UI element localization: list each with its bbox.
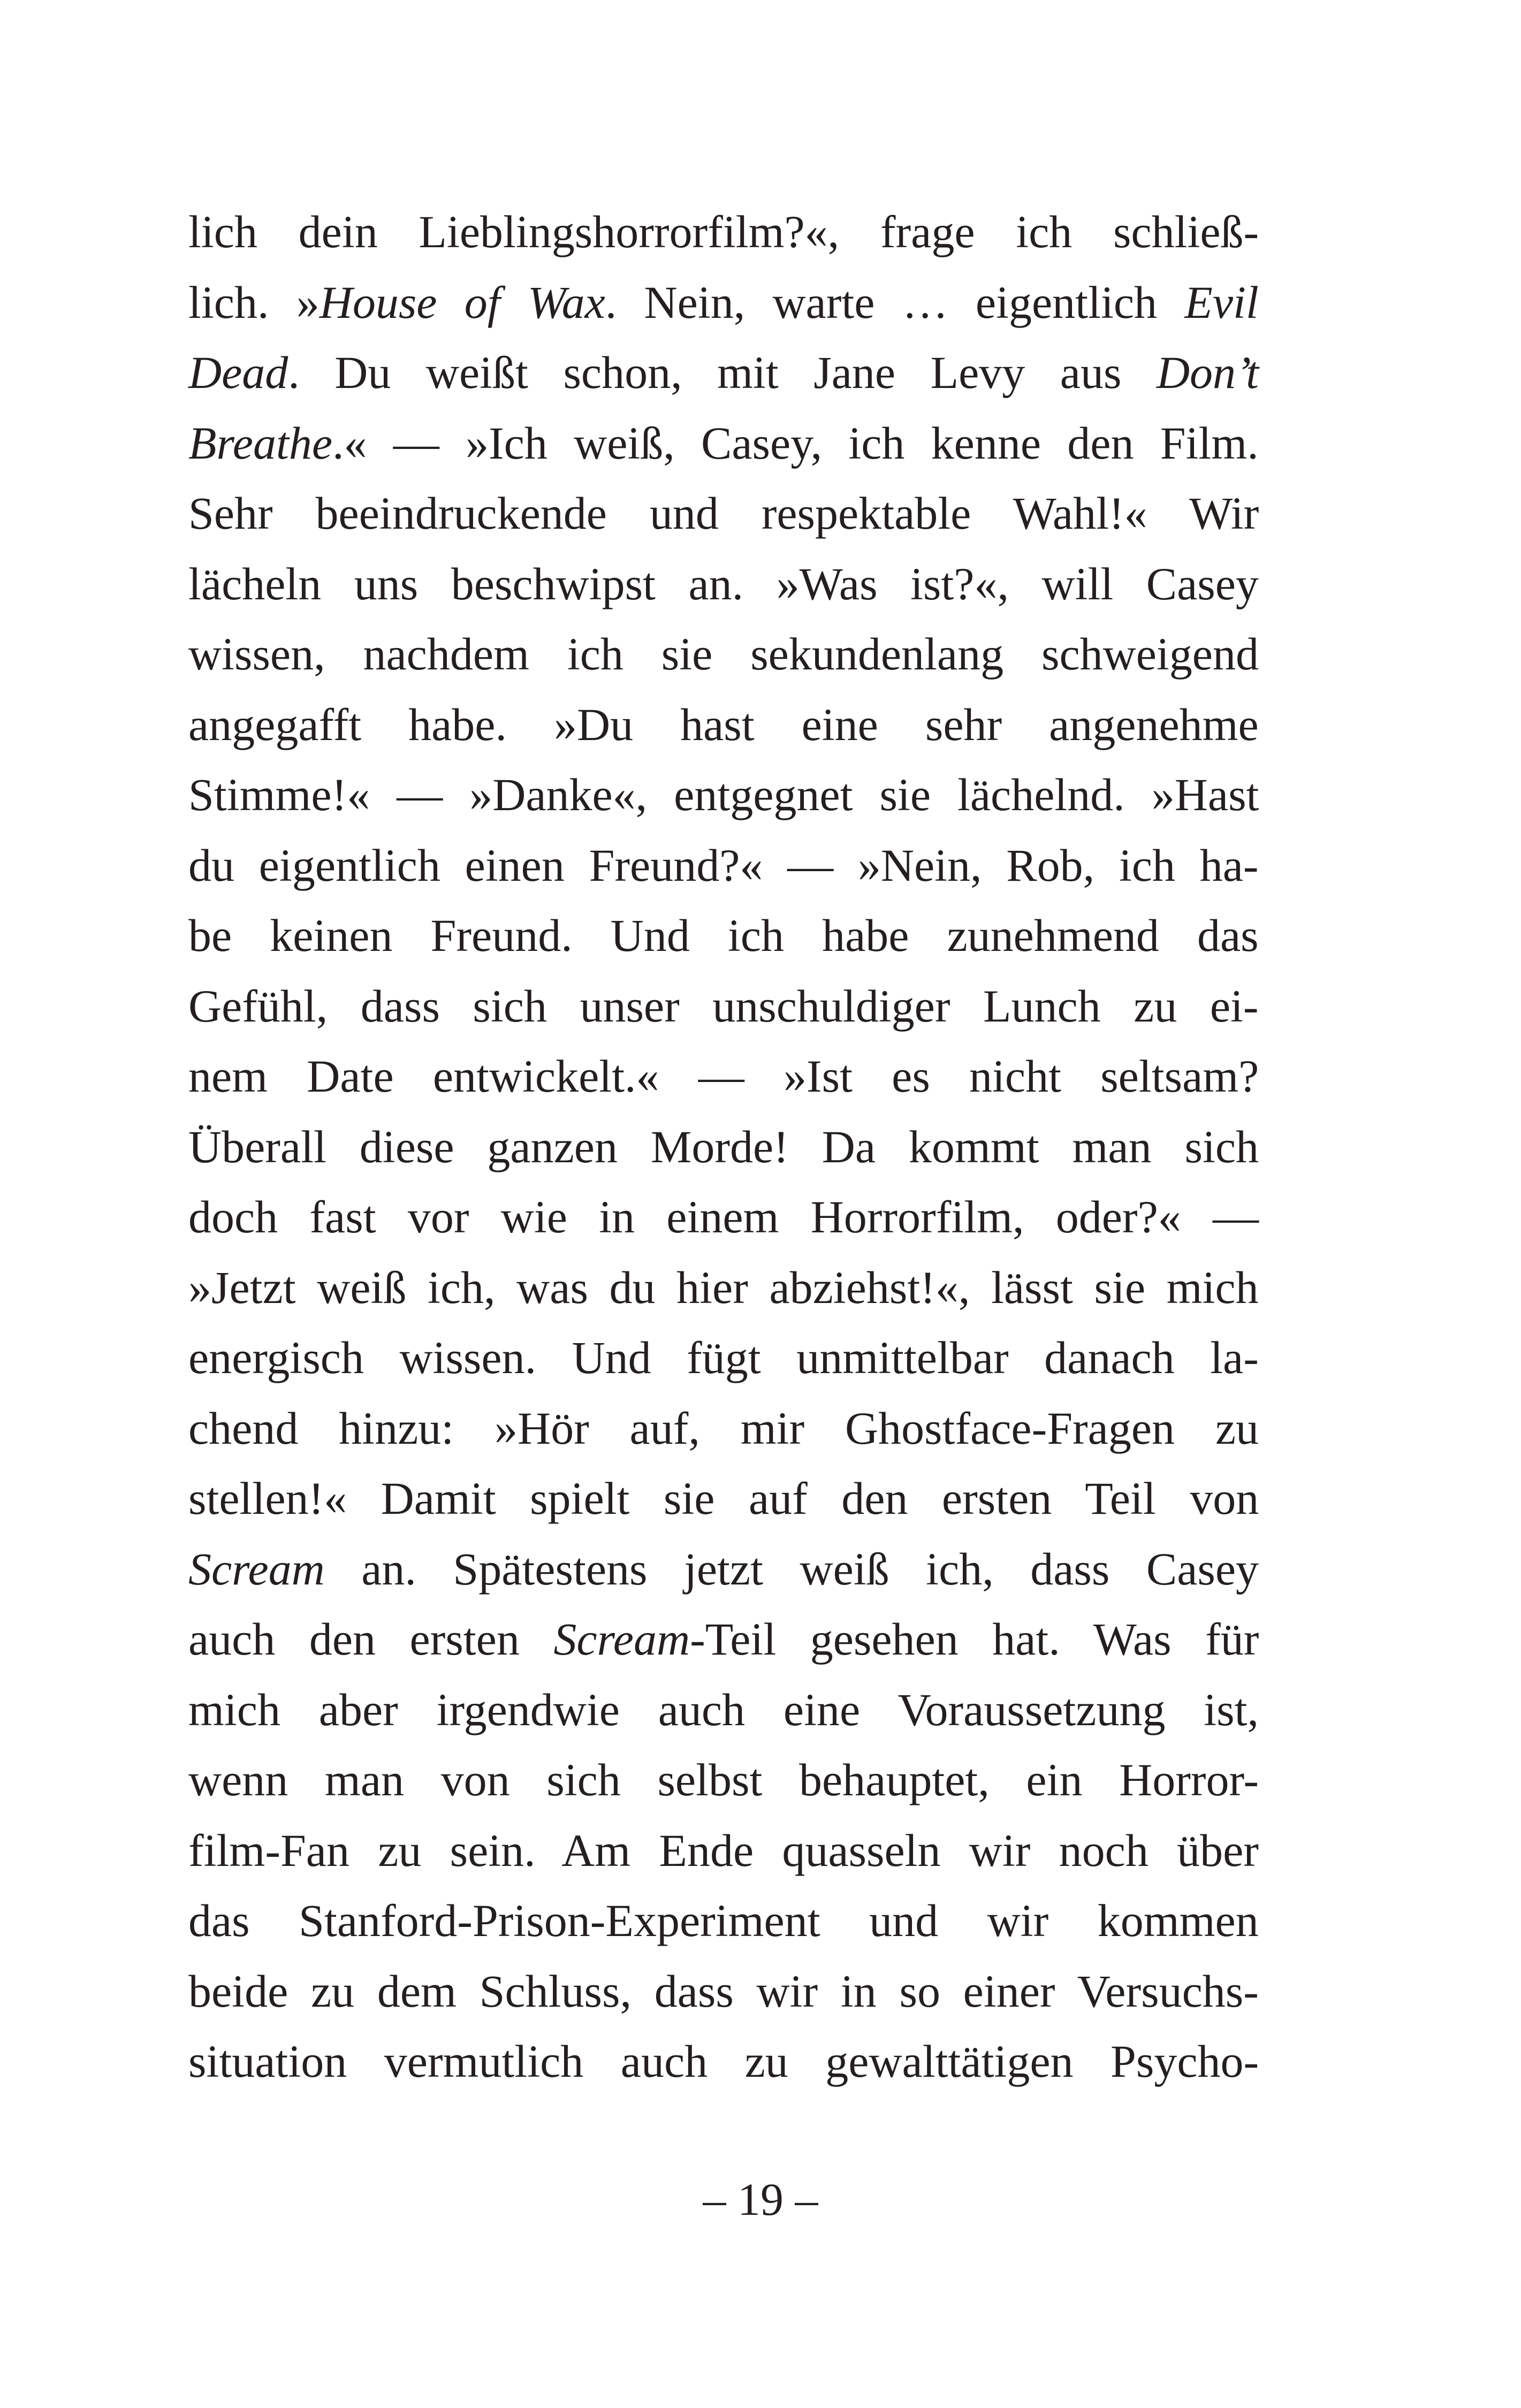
text-line bbox=[188, 1323, 1259, 1393]
text-segment: das Stanford-Prison-Experiment und wir kommen bbox=[188, 1895, 1259, 1946]
italic-title: Scream bbox=[553, 1613, 690, 1665]
italic-title: Evil bbox=[1184, 276, 1259, 328]
text-line bbox=[188, 1816, 1259, 1886]
text-segment: chend hinzu: »Hör auf, mir Ghostface-Fragen zu bbox=[188, 1402, 1259, 1454]
text-line bbox=[188, 1182, 1259, 1253]
text-segment: doch fast vor wie in einem Horrorfilm, oder?« — bbox=[188, 1191, 1259, 1243]
italic-title: Breathe bbox=[188, 417, 333, 469]
text-segment: angegafft habe. »Du hast eine sehr angenehme bbox=[188, 698, 1259, 750]
text-line bbox=[188, 690, 1259, 760]
text-line bbox=[188, 1112, 1259, 1183]
text-segment: film-Fan zu sein. Am Ende quasseln wir noch über bbox=[188, 1824, 1259, 1876]
text-line bbox=[188, 197, 1259, 268]
text-line bbox=[188, 549, 1259, 620]
text-line bbox=[188, 1675, 1259, 1746]
text-line bbox=[188, 760, 1259, 830]
text-segment: situation vermutlich auch zu gewalttätigen Psycho- bbox=[188, 2036, 1259, 2087]
text-line bbox=[188, 830, 1259, 901]
italic-title: Scream bbox=[188, 1543, 325, 1595]
text-segment: Sehr beeindruckende und respektable Wahl!« Wir bbox=[188, 487, 1259, 539]
text-segment: mich aber irgendwie auch eine Voraussetzung ist, bbox=[188, 1683, 1259, 1735]
text-segment: energisch wissen. Und fügt unmittelbar danach la- bbox=[188, 1332, 1259, 1383]
text-segment: lächeln uns beschwipst an. »Was ist?«, will Casey bbox=[188, 558, 1259, 609]
text-segment: wenn man von sich selbst behauptet, ein Horror- bbox=[188, 1754, 1259, 1805]
text-segment: wissen, nachdem ich sie sekundenlang schweigend bbox=[188, 628, 1259, 680]
text-line bbox=[188, 338, 1259, 408]
body-text bbox=[188, 197, 1259, 2097]
text-segment: »Jetzt weiß ich, was du hier abziehst!«, lässt sie mich bbox=[188, 1261, 1259, 1313]
text-line bbox=[188, 1041, 1259, 1112]
text-line bbox=[188, 268, 1259, 338]
text-segment: Stimme!« — »Danke«, entgegnet sie lächelnd. »Hast bbox=[188, 769, 1259, 820]
text-segment: . Du weißt schon, mit Jane Levy aus bbox=[288, 347, 1157, 398]
text-line bbox=[188, 1393, 1259, 1464]
text-segment: nem Date entwickelt.« — »Ist es nicht seltsam? bbox=[188, 1050, 1259, 1102]
text-line bbox=[188, 901, 1259, 971]
text-line bbox=[188, 1886, 1259, 1956]
text-segment: . Nein, warte … eigentlich bbox=[605, 276, 1185, 328]
italic-title: House of Wax bbox=[319, 276, 605, 328]
text-segment: Überall diese ganzen Morde! Da kommt man sich bbox=[188, 1121, 1259, 1172]
text-line bbox=[188, 1956, 1259, 2027]
text-segment: .« — »Ich weiß, Casey, ich kenne den Film. bbox=[332, 417, 1259, 469]
text-segment: stellen!« Damit spielt sie auf den ersten Teil von bbox=[188, 1473, 1259, 1524]
italic-title: Don’t bbox=[1156, 347, 1259, 398]
text-segment: auch den ersten bbox=[188, 1613, 554, 1665]
text-line bbox=[188, 2026, 1259, 2097]
text-line bbox=[188, 971, 1259, 1042]
text-segment: lich dein Lieblingshorrorfilm?«, frage ich schließ- bbox=[188, 206, 1259, 257]
text-segment: -Teil gesehen hat. Was für bbox=[690, 1613, 1259, 1665]
text-line bbox=[188, 1253, 1259, 1323]
text-line bbox=[188, 619, 1259, 690]
text-line bbox=[188, 408, 1259, 479]
text-segment: an. Spätestens jetzt weiß ich, dass Casey bbox=[324, 1543, 1259, 1595]
text-segment: beide zu dem Schluss, dass wir in so einer Versuchs- bbox=[188, 1965, 1259, 2017]
text-line bbox=[188, 1534, 1259, 1605]
italic-title: Dead bbox=[188, 347, 288, 398]
text-line bbox=[188, 1604, 1259, 1675]
text-segment: du eigentlich einen Freund?« — »Nein, Rob, ich ha- bbox=[188, 839, 1259, 891]
text-segment: be keinen Freund. Und ich habe zunehmend das bbox=[188, 910, 1259, 961]
text-line bbox=[188, 1464, 1259, 1534]
text-segment: Gefühl, dass sich unser unschuldiger Lunch zu ei- bbox=[188, 980, 1259, 1032]
text-segment: lich. » bbox=[188, 276, 320, 328]
text-line bbox=[188, 1745, 1259, 1816]
page-number: – 19 – bbox=[703, 2174, 818, 2225]
text-line bbox=[188, 478, 1259, 549]
